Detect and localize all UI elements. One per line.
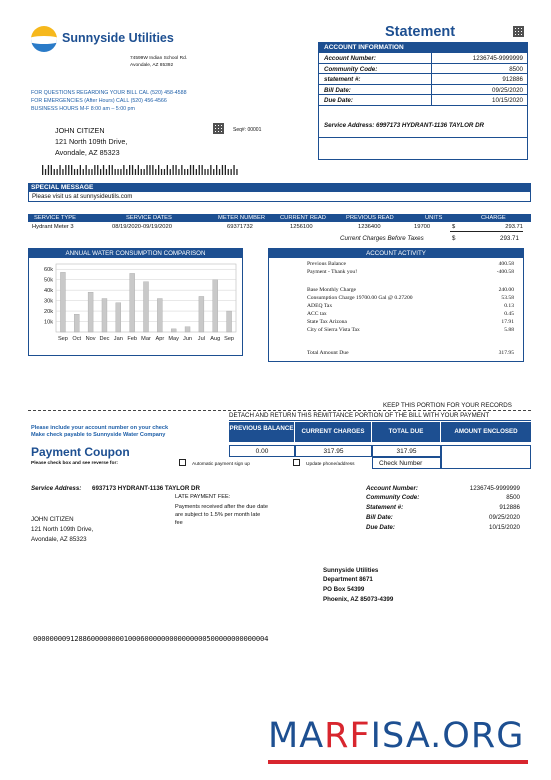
statement-qr-icon xyxy=(513,26,524,37)
coupon-statement-value: 912886 xyxy=(499,504,520,511)
current-charges-cell: 317.95 xyxy=(295,445,372,457)
chart-ytick-label: 60k xyxy=(43,267,53,274)
total-due-value: 317.95 xyxy=(372,445,441,457)
service-table-header: SERVICE TYPE SERVICE DATES METER NUMBER CURRENT READ PREVIOUS READ UNITS CHARGE xyxy=(28,214,531,222)
account-activity-panel: ACCOUNT ACTIVITY Previous Balance 400.58 Payment - Thank you! -400.58 Base Monthly Charge 240.00 Consumption Charge 19700.00 Gal @ 0.27200 53.58 ADEQ Tax 0.13 ACC tax 0.45 State Tax Arizona 17.91 City of Sierra Vista Tax 5.88 Total Amount Due 317.95 xyxy=(268,248,524,362)
remit-line1: Sunnyside Utilities xyxy=(323,567,379,574)
coupon-note-line2: Make check payable to Sunnyside Water Company xyxy=(31,432,166,438)
chart-xtick-label: May xyxy=(168,336,179,342)
chart-xtick-label: Sep xyxy=(57,336,68,342)
chart-xtick-label: Apr xyxy=(155,336,165,342)
coupon-account-value: 1236745-9999999 xyxy=(469,485,520,492)
chart-bar xyxy=(130,273,135,332)
company-address-line2: Avondale, AZ 85392 xyxy=(130,63,174,68)
late-fee-line2: are subject to 1.5% per month late xyxy=(175,512,261,518)
chart-xtick-label: Nov xyxy=(85,336,96,342)
chart-bar xyxy=(185,327,190,332)
update-address-checkbox[interactable] xyxy=(293,459,300,466)
chart-bar xyxy=(88,292,93,332)
service-table-row: Hydrant Meter 3 08/19/2020-09/19/2020 69371732 1256100 1236400 19700 $ 293.71 xyxy=(32,224,523,230)
contact-line-3: BUSINESS HOURS M-F 8:00 am – 5:00 pm xyxy=(31,106,135,112)
previous-balance-value: 0.00 xyxy=(229,445,295,457)
chart-xtick-label: Oct xyxy=(72,336,82,342)
consumption-chart-panel xyxy=(28,248,243,356)
detach-text: DETACH AND RETURN THIS REMITTANCE PORTION OF THE BILL WITH YOUR PAYMENT xyxy=(229,412,490,419)
amount-enclosed-field[interactable] xyxy=(441,445,531,469)
chart-bar xyxy=(74,314,79,332)
chart-bar xyxy=(144,282,149,332)
coupon-note-line1: Please include your account number on your check xyxy=(31,425,169,431)
auto-pay-checkbox[interactable] xyxy=(179,459,186,466)
coupon-community-value: 8500 xyxy=(506,494,520,501)
chart-bar xyxy=(171,329,176,332)
chart-xtick-label: Jun xyxy=(183,336,193,342)
current-charges-label: Current Charges Before Taxes xyxy=(340,235,424,242)
col-previous-balance: PREVIOUS BALANCE xyxy=(229,422,294,442)
account-row: Account Number: 1236745-9999999 xyxy=(319,53,527,64)
chart-xtick-label: Dec xyxy=(99,336,110,342)
chart-ytick-label: 40k xyxy=(43,288,53,295)
late-fee-line1: Payments received after the due date xyxy=(175,504,268,510)
col-current-charges: CURRENT CHARGES xyxy=(295,422,371,442)
check-number-field[interactable]: Check Number xyxy=(372,457,441,469)
account-row: Community Code: 8500 xyxy=(319,64,527,75)
special-message-title: SPECIAL MESSAGE xyxy=(28,183,531,192)
statement-title: Statement xyxy=(385,24,456,40)
chart-ytick-label: 30k xyxy=(43,298,53,305)
chart-xtick-label: Mar xyxy=(141,336,151,342)
company-logo xyxy=(31,26,57,52)
chart-ytick-label: 50k xyxy=(43,277,53,284)
scanline: 000000009128860000000010006000000000000000500000000000004 xyxy=(33,634,269,643)
account-row: Due Date: 10/15/2020 xyxy=(319,95,527,106)
customer-name: JOHN CITIZEN xyxy=(55,126,105,135)
company-address-line1: 74599W Indian School Rd. xyxy=(130,56,188,61)
chart-ytick-label: 10k xyxy=(43,319,53,326)
account-row: Bill Date: 09/25/2020 xyxy=(319,85,527,96)
chart-bar xyxy=(116,303,121,332)
checkbox-note: Please check box and see reverse for: xyxy=(31,461,118,466)
late-fee-title: LATE PAYMENT FEE: xyxy=(175,494,231,500)
chart-bar xyxy=(199,296,204,332)
special-message-text: Please visit us at sunnysideutils.com xyxy=(28,192,531,202)
chart-title: ANNUAL WATER CONSUMPTION COMPARISON xyxy=(29,249,242,258)
account-information-box xyxy=(318,42,528,160)
watermark-underline xyxy=(268,760,528,764)
chart-bar xyxy=(213,280,218,332)
customer-street: 121 North 109th Drive, xyxy=(55,137,128,146)
chart-xtick-label: Sep xyxy=(224,336,235,342)
coupon-service-address-label: Service Address: xyxy=(31,485,82,492)
qr-code-icon xyxy=(213,123,224,134)
chart-xtick-label: Jul xyxy=(197,336,205,342)
chart-bar xyxy=(227,311,232,332)
chart-bar xyxy=(157,299,162,332)
contact-line-1: FOR QUESTIONS REGARDING YOUR BILL CAL (520) 458-4588 xyxy=(31,90,187,96)
sequence-number: Seq#: 00001 xyxy=(233,127,262,133)
coupon-customer-city: Avondale, AZ 85323 xyxy=(31,536,87,543)
late-fee-line3: fee xyxy=(175,520,183,526)
coupon-account-label: Account Number: xyxy=(366,485,418,492)
remit-line3: PO Box 54399 xyxy=(323,586,365,593)
company-name: Sunnyside Utilities xyxy=(62,31,174,45)
coupon-due-date-value: 10/15/2020 xyxy=(489,524,520,531)
chart-ytick-label: 20k xyxy=(43,309,53,316)
activity-title: ACCOUNT ACTIVITY xyxy=(269,249,523,258)
coupon-community-label: Community Code: xyxy=(366,494,420,501)
coupon-customer-name: JOHN CITIZEN xyxy=(31,516,74,523)
coupon-service-address-value: 6937173 HYDRANT-1136 TAYLOR DR xyxy=(92,485,200,492)
chart-bar xyxy=(60,272,65,332)
customer-city: Avondale, AZ 85323 xyxy=(55,148,120,157)
remit-line4: Phoenix, AZ 85073-4399 xyxy=(323,596,394,603)
keep-portion-text: KEEP THIS PORTION FOR YOUR RECORDS xyxy=(383,402,512,409)
chart-xtick-label: Jan xyxy=(113,336,123,342)
consumption-chart xyxy=(29,258,242,355)
auto-pay-label: Automatic payment sign up xyxy=(192,462,250,467)
account-information-title: ACCOUNT INFORMATION xyxy=(319,43,527,53)
watermark-logo: MARFISA.ORG xyxy=(268,716,525,756)
current-charges-value: 293.71 xyxy=(500,235,519,242)
coupon-bill-date-label: Bill Date: xyxy=(366,514,393,521)
chart-bar xyxy=(102,299,107,332)
coupon-statement-label: Statement #: xyxy=(366,504,404,511)
coupon-due-date-label: Due Date: xyxy=(366,524,395,531)
coupon-customer-street: 121 North 109th Drive, xyxy=(31,526,94,533)
chart-xtick-label: Feb xyxy=(127,336,137,342)
chart-xtick-label: Aug xyxy=(210,336,221,342)
current-charges-currency: $ xyxy=(452,235,456,242)
account-row: statement #: 912886 xyxy=(319,74,527,85)
remit-line2: Department 8671 xyxy=(323,576,373,583)
postal-barcode xyxy=(42,165,242,175)
coupon-bill-date-value: 09/25/2020 xyxy=(489,514,520,521)
update-address-label: Update phone/address xyxy=(306,462,355,467)
service-address: Service Address: 6997173 HYDRANT-1136 TAYLOR DR xyxy=(324,122,485,129)
payment-coupon-title: Payment Coupon xyxy=(31,445,130,459)
col-amount-enclosed: AMOUNT ENCLOSED xyxy=(441,422,531,442)
col-total-due: TOTAL DUE xyxy=(372,422,440,442)
contact-line-2: FOR EMERGENCIES (After Hours) CALL (520) 456-4566 xyxy=(31,98,167,104)
